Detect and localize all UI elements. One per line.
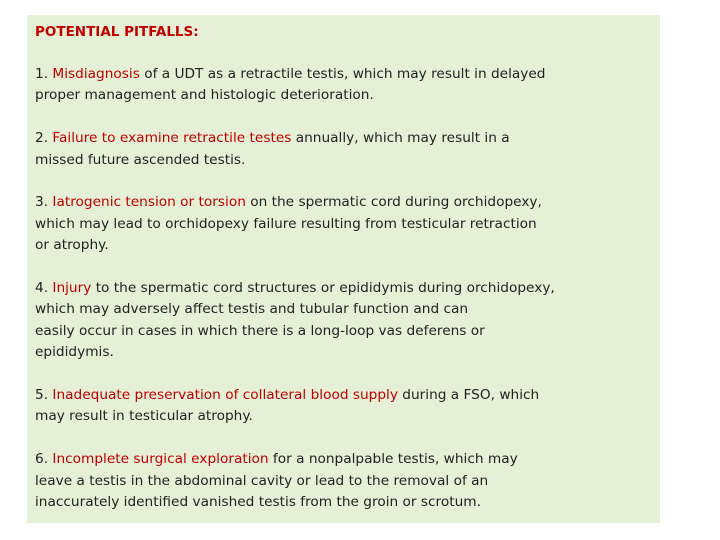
item-text: to the spermatic cord structures or epididymis during orchidopexy, <box>91 280 555 297</box>
pitfall-item-1 <box>35 64 652 107</box>
item-text: leave a testis in the abdominal cavity or lead to the removal of an <box>35 472 489 489</box>
item-number: 5. <box>35 387 53 404</box>
item-text: proper management and histologic deterioration. <box>35 87 374 104</box>
pitfall-item-6 <box>35 449 652 513</box>
item-text: on the spermatic cord during orchidopexy, <box>245 194 542 211</box>
item-number: 6. <box>35 451 53 468</box>
item-highlight: Iatrogenic tension or torsion <box>52 194 246 211</box>
item-text: for a nonpalpable testis, which may <box>268 451 518 468</box>
pitfalls-title: POTENTIAL PITFALLS: <box>35 24 199 40</box>
item-number: 3. <box>35 194 53 211</box>
item-highlight: Misdiagnosis <box>52 66 140 82</box>
item-highlight: Inadequate preservation of collateral blood supply <box>52 387 398 404</box>
item-number: 2. <box>35 130 53 147</box>
item-highlight: Incomplete surgical exploration <box>52 451 269 468</box>
item-text: which may adversely affect testis and tubular function and can <box>35 301 469 318</box>
item-text: of a UDT as a retractile testis, which may result in delayed <box>139 66 546 82</box>
pitfall-item-4 <box>35 278 652 364</box>
item-text: missed future ascended testis. <box>35 151 246 168</box>
pitfalls-panel <box>27 15 660 523</box>
item-highlight: Injury <box>52 280 92 297</box>
pitfall-item-3 <box>35 192 652 256</box>
item-text: inaccurately identified vanished testis from the groin or scrotum. <box>35 494 481 511</box>
item-number: 1. <box>35 66 53 82</box>
item-text: during a FSO, which <box>397 387 540 404</box>
item-text: annually, which may result in a <box>291 130 510 147</box>
item-text: may result in testicular atrophy. <box>35 408 253 425</box>
item-text: easily occur in cases in which there is a long-loop vas deferens or <box>35 322 485 339</box>
pitfall-item-2 <box>35 128 652 171</box>
item-text: which may lead to orchidopexy failure resulting from testicular retraction <box>35 215 537 232</box>
item-highlight: Failure to examine retractile testes <box>52 130 292 147</box>
item-text: or atrophy. <box>35 237 109 254</box>
pitfall-item-5 <box>35 385 652 428</box>
item-number: 4. <box>35 280 53 297</box>
item-text: epididymis. <box>35 344 114 361</box>
